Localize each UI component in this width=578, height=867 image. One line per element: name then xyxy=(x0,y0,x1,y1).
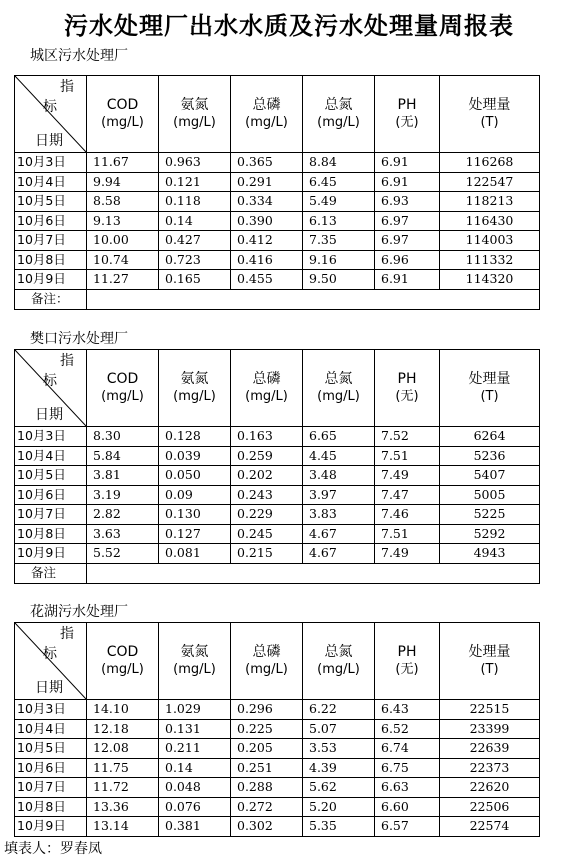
corner-label-date: 日期 xyxy=(35,407,63,423)
corner-label-indicator-2: 标 xyxy=(43,373,57,389)
column-header-name: 总氮 xyxy=(324,97,353,113)
column-header xyxy=(159,76,231,153)
value-cell: 5.07 xyxy=(303,719,375,739)
value-cell: 1.029 xyxy=(159,700,231,720)
value-cell: 122547 xyxy=(440,172,540,192)
value-cell: 0.288 xyxy=(231,778,303,798)
value-cell: 0.128 xyxy=(159,427,231,447)
value-cell: 6.43 xyxy=(375,700,440,720)
value-cell: 5292 xyxy=(440,524,540,544)
value-cell: 3.83 xyxy=(303,505,375,525)
value-cell: 6.52 xyxy=(375,719,440,739)
column-header xyxy=(87,623,159,700)
header-row xyxy=(15,350,540,427)
value-cell: 0.381 xyxy=(159,817,231,837)
table-row xyxy=(15,485,540,505)
date-cell: 10月7日 xyxy=(15,778,87,798)
column-header xyxy=(231,350,303,427)
value-cell: 3.81 xyxy=(87,466,159,486)
column-header-name: PH xyxy=(397,371,417,387)
value-cell: 0.291 xyxy=(231,172,303,192)
column-header xyxy=(231,76,303,153)
value-cell: 6.75 xyxy=(375,758,440,778)
header-row xyxy=(15,76,540,153)
value-cell: 0.118 xyxy=(159,192,231,212)
column-header-name: 氨氮 xyxy=(180,644,209,660)
value-cell: 23399 xyxy=(440,719,540,739)
value-cell: 6.97 xyxy=(375,231,440,251)
date-cell: 10月6日 xyxy=(15,211,87,231)
date-cell: 10月3日 xyxy=(15,427,87,447)
value-cell: 0.963 xyxy=(159,153,231,173)
header-row xyxy=(15,623,540,700)
note-row xyxy=(15,563,540,583)
date-cell: 10月9日 xyxy=(15,544,87,564)
column-header-unit: (无) xyxy=(395,662,419,677)
value-cell: 0.131 xyxy=(159,719,231,739)
column-header-name: 处理量 xyxy=(468,644,511,660)
column-header-unit: (mg/L) xyxy=(101,662,144,677)
corner-label-indicator-2: 标 xyxy=(43,99,57,115)
value-cell: 14.10 xyxy=(87,700,159,720)
diagonal-header-cell xyxy=(15,623,87,700)
date-cell: 10月7日 xyxy=(15,231,87,251)
date-cell: 10月4日 xyxy=(15,719,87,739)
column-header-unit: (mg/L) xyxy=(245,389,288,404)
water-quality-table-fankou xyxy=(14,349,540,584)
column-header-name: PH xyxy=(397,97,417,113)
value-cell: 5407 xyxy=(440,466,540,486)
corner-label-date: 日期 xyxy=(35,680,63,696)
value-cell: 3.48 xyxy=(303,466,375,486)
value-cell: 0.205 xyxy=(231,739,303,759)
column-header xyxy=(303,76,375,153)
value-cell: 8.58 xyxy=(87,192,159,212)
value-cell: 13.14 xyxy=(87,817,159,837)
date-cell: 10月5日 xyxy=(15,466,87,486)
report-title: 污水处理厂出水水质及污水处理量周报表 xyxy=(64,11,514,40)
value-cell: 6.96 xyxy=(375,250,440,270)
date-cell: 10月3日 xyxy=(15,153,87,173)
value-cell: 9.13 xyxy=(87,211,159,231)
value-cell: 3.53 xyxy=(303,739,375,759)
column-header-name: 总氮 xyxy=(324,644,353,660)
value-cell: 0.245 xyxy=(231,524,303,544)
table-row xyxy=(15,778,540,798)
column-header xyxy=(375,76,440,153)
value-cell: 6.93 xyxy=(375,192,440,212)
value-cell: 2.82 xyxy=(87,505,159,525)
value-cell: 12.18 xyxy=(87,719,159,739)
plant-name-huahu: 花湖污水处理厂 xyxy=(30,604,128,620)
table-row xyxy=(15,211,540,231)
value-cell: 0.14 xyxy=(159,758,231,778)
value-cell: 0.229 xyxy=(231,505,303,525)
column-header xyxy=(440,623,540,700)
value-cell: 22373 xyxy=(440,758,540,778)
date-cell: 10月8日 xyxy=(15,524,87,544)
value-cell: 0.427 xyxy=(159,231,231,251)
value-cell: 118213 xyxy=(440,192,540,212)
water-quality-table-chengqu xyxy=(14,75,540,310)
table-row xyxy=(15,466,540,486)
column-header-unit: (mg/L) xyxy=(173,389,216,404)
column-header xyxy=(440,350,540,427)
table-row xyxy=(15,544,540,564)
corner-label-indicator-2: 标 xyxy=(43,646,57,662)
value-cell: 7.46 xyxy=(375,505,440,525)
value-cell: 0.225 xyxy=(231,719,303,739)
value-cell: 0.130 xyxy=(159,505,231,525)
value-cell: 5236 xyxy=(440,446,540,466)
column-header-unit: (mg/L) xyxy=(317,662,360,677)
column-header-name: 总磷 xyxy=(252,644,281,660)
value-cell: 4943 xyxy=(440,544,540,564)
column-header-name: COD xyxy=(106,644,139,660)
column-header-unit: (mg/L) xyxy=(245,662,288,677)
table-row xyxy=(15,719,540,739)
note-label: 备注 xyxy=(15,563,87,583)
column-header-unit: (mg/L) xyxy=(173,662,216,677)
value-cell: 22506 xyxy=(440,797,540,817)
value-cell: 0.259 xyxy=(231,446,303,466)
table-row xyxy=(15,817,540,837)
value-cell: 0.050 xyxy=(159,466,231,486)
table-row xyxy=(15,758,540,778)
water-quality-table-huahu xyxy=(14,622,540,837)
value-cell: 22620 xyxy=(440,778,540,798)
value-cell: 6.74 xyxy=(375,739,440,759)
value-cell: 11.27 xyxy=(87,270,159,290)
value-cell: 3.63 xyxy=(87,524,159,544)
column-header xyxy=(303,350,375,427)
column-header xyxy=(87,350,159,427)
table-row xyxy=(15,172,540,192)
value-cell: 5.62 xyxy=(303,778,375,798)
column-header xyxy=(87,76,159,153)
table-row xyxy=(15,524,540,544)
column-header-unit: (mg/L) xyxy=(101,389,144,404)
column-header-name: 氨氮 xyxy=(180,371,209,387)
value-cell: 5.49 xyxy=(303,192,375,212)
table-row xyxy=(15,250,540,270)
value-cell: 0.412 xyxy=(231,231,303,251)
table-row xyxy=(15,797,540,817)
value-cell: 11.72 xyxy=(87,778,159,798)
value-cell: 7.49 xyxy=(375,466,440,486)
column-header-unit: (无) xyxy=(395,389,419,404)
table-row xyxy=(15,427,540,447)
date-cell: 10月6日 xyxy=(15,758,87,778)
note-value xyxy=(87,289,540,309)
column-header-name: COD xyxy=(106,97,139,113)
value-cell: 0.302 xyxy=(231,817,303,837)
date-cell: 10月4日 xyxy=(15,446,87,466)
value-cell: 6.57 xyxy=(375,817,440,837)
date-cell: 10月5日 xyxy=(15,192,87,212)
value-cell: 6.97 xyxy=(375,211,440,231)
value-cell: 114003 xyxy=(440,231,540,251)
value-cell: 0.076 xyxy=(159,797,231,817)
value-cell: 9.50 xyxy=(303,270,375,290)
date-cell: 10月3日 xyxy=(15,700,87,720)
table-row xyxy=(15,739,540,759)
value-cell: 0.334 xyxy=(231,192,303,212)
value-cell: 0.211 xyxy=(159,739,231,759)
value-cell: 0.296 xyxy=(231,700,303,720)
value-cell: 7.49 xyxy=(375,544,440,564)
value-cell: 0.121 xyxy=(159,172,231,192)
value-cell: 10.74 xyxy=(87,250,159,270)
value-cell: 8.30 xyxy=(87,427,159,447)
column-header xyxy=(440,76,540,153)
diagonal-header-cell xyxy=(15,76,87,153)
value-cell: 116268 xyxy=(440,153,540,173)
table-row xyxy=(15,192,540,212)
value-cell: 0.243 xyxy=(231,485,303,505)
corner-label-date: 日期 xyxy=(35,133,63,149)
value-cell: 6.91 xyxy=(375,153,440,173)
value-cell: 22639 xyxy=(440,739,540,759)
column-header-name: 处理量 xyxy=(468,97,511,113)
value-cell: 0.215 xyxy=(231,544,303,564)
table-row xyxy=(15,153,540,173)
value-cell: 4.67 xyxy=(303,524,375,544)
corner-label-indicator: 指 xyxy=(60,353,74,369)
column-header-name: PH xyxy=(397,644,417,660)
value-cell: 9.94 xyxy=(87,172,159,192)
column-header xyxy=(303,623,375,700)
column-header-unit: (T) xyxy=(480,389,499,404)
column-header-unit: (T) xyxy=(480,115,499,130)
value-cell: 6264 xyxy=(440,427,540,447)
table-row xyxy=(15,505,540,525)
date-cell: 10月5日 xyxy=(15,739,87,759)
date-cell: 10月8日 xyxy=(15,797,87,817)
value-cell: 22574 xyxy=(440,817,540,837)
value-cell: 6.91 xyxy=(375,270,440,290)
value-cell: 12.08 xyxy=(87,739,159,759)
value-cell: 0.163 xyxy=(231,427,303,447)
column-header xyxy=(159,350,231,427)
value-cell: 0.723 xyxy=(159,250,231,270)
value-cell: 7.47 xyxy=(375,485,440,505)
value-cell: 10.00 xyxy=(87,231,159,251)
value-cell: 0.09 xyxy=(159,485,231,505)
column-header-name: 处理量 xyxy=(468,371,511,387)
value-cell: 6.60 xyxy=(375,797,440,817)
date-cell: 10月7日 xyxy=(15,505,87,525)
value-cell: 0.048 xyxy=(159,778,231,798)
value-cell: 13.36 xyxy=(87,797,159,817)
corner-label-indicator: 指 xyxy=(60,626,74,642)
value-cell: 7.35 xyxy=(303,231,375,251)
value-cell: 6.63 xyxy=(375,778,440,798)
column-header-unit: (mg/L) xyxy=(101,115,144,130)
value-cell: 0.365 xyxy=(231,153,303,173)
note-row xyxy=(15,289,540,309)
date-cell: 10月8日 xyxy=(15,250,87,270)
column-header-unit: (T) xyxy=(480,662,499,677)
value-cell: 7.51 xyxy=(375,524,440,544)
value-cell: 22515 xyxy=(440,700,540,720)
column-header-name: 总磷 xyxy=(252,97,281,113)
value-cell: 5005 xyxy=(440,485,540,505)
value-cell: 0.165 xyxy=(159,270,231,290)
diagonal-header-cell xyxy=(15,350,87,427)
value-cell: 0.202 xyxy=(231,466,303,486)
plant-name-chengqu: 城区污水处理厂 xyxy=(30,48,128,64)
column-header-unit: (mg/L) xyxy=(317,115,360,130)
value-cell: 8.84 xyxy=(303,153,375,173)
value-cell: 6.91 xyxy=(375,172,440,192)
value-cell: 0.039 xyxy=(159,446,231,466)
value-cell: 4.45 xyxy=(303,446,375,466)
value-cell: 111332 xyxy=(440,250,540,270)
value-cell: 0.416 xyxy=(231,250,303,270)
column-header-unit: (mg/L) xyxy=(245,115,288,130)
column-header-name: 总磷 xyxy=(252,371,281,387)
date-cell: 10月6日 xyxy=(15,485,87,505)
column-header-unit: (无) xyxy=(395,115,419,130)
value-cell: 5.52 xyxy=(87,544,159,564)
value-cell: 9.16 xyxy=(303,250,375,270)
value-cell: 3.97 xyxy=(303,485,375,505)
value-cell: 0.127 xyxy=(159,524,231,544)
value-cell: 6.22 xyxy=(303,700,375,720)
table-row xyxy=(15,446,540,466)
corner-label-indicator: 指 xyxy=(60,79,74,95)
value-cell: 0.14 xyxy=(159,211,231,231)
value-cell: 3.19 xyxy=(87,485,159,505)
date-cell: 10月9日 xyxy=(15,817,87,837)
value-cell: 6.13 xyxy=(303,211,375,231)
filler-signature: 填表人：罗春凤 xyxy=(4,841,102,857)
column-header xyxy=(159,623,231,700)
value-cell: 114320 xyxy=(440,270,540,290)
value-cell: 4.67 xyxy=(303,544,375,564)
value-cell: 5.84 xyxy=(87,446,159,466)
note-value xyxy=(87,563,540,583)
column-header xyxy=(231,623,303,700)
value-cell: 0.251 xyxy=(231,758,303,778)
table-row xyxy=(15,700,540,720)
column-header-name: 氨氮 xyxy=(180,97,209,113)
value-cell: 11.67 xyxy=(87,153,159,173)
column-header-unit: (mg/L) xyxy=(173,115,216,130)
column-header-name: 总氮 xyxy=(324,371,353,387)
date-cell: 10月4日 xyxy=(15,172,87,192)
value-cell: 4.39 xyxy=(303,758,375,778)
plant-name-fankou: 樊口污水处理厂 xyxy=(30,331,128,347)
column-header-name: COD xyxy=(106,371,139,387)
table-row xyxy=(15,231,540,251)
note-label: 备注： xyxy=(15,289,87,309)
value-cell: 7.52 xyxy=(375,427,440,447)
column-header-unit: (mg/L) xyxy=(317,389,360,404)
value-cell: 0.455 xyxy=(231,270,303,290)
value-cell: 5.20 xyxy=(303,797,375,817)
date-cell: 10月9日 xyxy=(15,270,87,290)
value-cell: 6.45 xyxy=(303,172,375,192)
table-row xyxy=(15,270,540,290)
value-cell: 0.272 xyxy=(231,797,303,817)
value-cell: 6.65 xyxy=(303,427,375,447)
value-cell: 0.081 xyxy=(159,544,231,564)
column-header xyxy=(375,350,440,427)
value-cell: 5225 xyxy=(440,505,540,525)
value-cell: 7.51 xyxy=(375,446,440,466)
value-cell: 11.75 xyxy=(87,758,159,778)
value-cell: 0.390 xyxy=(231,211,303,231)
column-header xyxy=(375,623,440,700)
value-cell: 5.35 xyxy=(303,817,375,837)
value-cell: 116430 xyxy=(440,211,540,231)
